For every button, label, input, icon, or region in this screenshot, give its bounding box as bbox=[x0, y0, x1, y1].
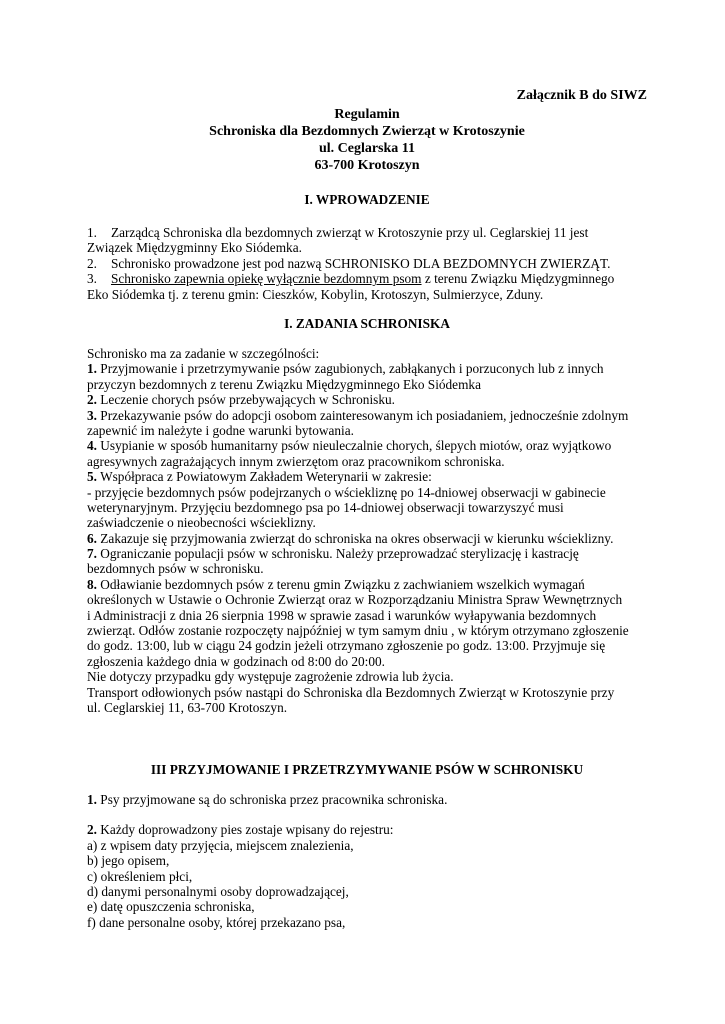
sub-list-item: c) określeniem płci, bbox=[87, 868, 193, 884]
list-item-continuation: weterynaryjnym. Przyjęciu bezdomnego psa po 14-dniowej obserwacji towarzyszyć musi bbox=[87, 499, 564, 515]
list-item: 4. Usypianie w sposób humanitarny psów nieuleczalnie chorych, ślepych miotów, oraz wyjątkowo bbox=[87, 438, 612, 454]
sub-list-item: e) datę opuszczenia schroniska, bbox=[87, 899, 255, 915]
list-item-continuation: zgłoszenia każdego dnia w godzinach od 8:00 do 20:00. bbox=[87, 653, 385, 669]
list-item: 2. Leczenie chorych psów przebywających w Schronisku. bbox=[87, 392, 395, 408]
title-line: Schroniska dla Bezdomnych Zwierząt w Krotoszynie bbox=[209, 124, 525, 139]
list-item-continuation: - przyjęcie bezdomnych psów podejrzanych o wściekliznę po 14-dniowej obserwacji w gabinecie bbox=[87, 484, 606, 500]
document-title bbox=[87, 106, 647, 174]
sub-list-item: a) z wpisem daty przyjęcia, miejscem znalezienia, bbox=[87, 837, 354, 853]
sub-list-item: d) danymi personalnymi osoby doprowadzającej, bbox=[87, 883, 349, 899]
section-intro: Schronisko ma za zadanie w szczególności: bbox=[87, 346, 320, 361]
section-introduction-body bbox=[87, 225, 647, 302]
list-item-continuation: przyczyn bezdomnych z terenu Związku Międzygminnego Eko Siódemka bbox=[87, 376, 481, 392]
list-item-continuation: zaświadczenie o nieobecności wścieklizny. bbox=[87, 515, 316, 531]
list-item-continuation: Nie dotyczy przypadku gdy występuje zagrożenie zdrowia lub życia. bbox=[87, 669, 454, 685]
list-item-continuation: i Administracji z dnia 26 sierpnia 1998 w sprawie zasad i warunków wyłapywania bezdomnych bbox=[87, 607, 597, 623]
list-item-continuation: zapewnić im należyte i godne warunki bytowania. bbox=[87, 422, 354, 438]
list-item-continuation: określonych w Ustawie o Ochronie Zwierząt oraz w Rozporządzaniu Ministra Spraw Wewnętrznych bbox=[87, 592, 623, 608]
title-line: ul. Ceglarska 11 bbox=[318, 141, 416, 156]
list-item: 8. Odławianie bezdomnych psów z terenu gmin Związku z zachwianiem wszelkich wymagań bbox=[87, 576, 585, 592]
list-item: 7. Ograniczanie populacji psów w schronisku. Należy przeprowadzać sterylizację i kastrację bbox=[87, 546, 579, 562]
list-item: 3. Schronisko zapewnia opiekę wyłącznie bezdomnym psom z terenu Związku Międzygminnego bbox=[87, 271, 615, 287]
list-item-continuation: Transport odłowionych psów nastąpi do Schroniska dla Bezdomnych Zwierząt w Krotoszynie przy bbox=[87, 684, 615, 700]
list-item: 5. Współpraca z Powiatowym Zakładem Weterynarii w zakresie: bbox=[87, 469, 432, 485]
list-item-continuation: zwierząt. Odłów zostanie rozpoczęty najpóźniej w tym samym dniu , w którym otrzymano zgłoszenie bbox=[87, 623, 629, 639]
list-item-continuation: ul. Ceglarskiej 11, 63-700 Krotoszyn. bbox=[87, 699, 288, 715]
title-line: 63-700 Krotoszyn bbox=[314, 158, 420, 173]
list-item-continuation: do godz. 13:00, lub w ciągu 24 godzin jeżeli otrzymano zgłoszenie po godz. 13:00. Przyjmuje się bbox=[87, 638, 606, 654]
sub-list-item: f) dane personalne osoby, której przekazano psa, bbox=[87, 914, 346, 930]
list-item-continuation: bezdomnych psów w schronisku. bbox=[87, 561, 264, 577]
underlined-text: Schronisko zapewnia opiekę wyłącznie bezdomnym psom bbox=[110, 271, 422, 287]
section-heading-introduction: I. WPROWADZENIE bbox=[304, 192, 430, 207]
section-tasks-body bbox=[87, 346, 647, 715]
list-item: 3. Przekazywanie psów do adopcji osobom zainteresowanym ich posiadaniem, jednocześnie zdolnym bbox=[87, 407, 629, 423]
list-item: 1. Zarządcą Schroniska dla bezdomnych zwierząt w Krotoszynie przy ul. Ceglarskiej 11 jest bbox=[87, 225, 589, 240]
list-item: 1. Psy przyjmowane są do schroniska przez pracownika schroniska. bbox=[87, 792, 448, 807]
section-admission-body bbox=[87, 792, 647, 930]
list-item: 2. Schronisko prowadzone jest pod nazwą SCHRONISKO DLA BEZDOMNYCH ZWIERZĄT. bbox=[87, 255, 611, 271]
list-item: 2. Każdy doprowadzony pies zostaje wpisany do rejestru: bbox=[87, 822, 394, 838]
title-line: Regulamin bbox=[334, 107, 400, 122]
list-item: 6. Zakazuje się przyjmowania zwierząt do schroniska na okres obserwacji w kierunku wścieklizny. bbox=[87, 530, 614, 546]
attachment-label: Załącznik B do SIWZ bbox=[516, 88, 647, 103]
section-heading-tasks: I. ZADANIA SCHRONISKA bbox=[284, 316, 450, 331]
section-heading-admission: III PRZYJMOWANIE I PRZETRZYMYWANIE PSÓW W SCHRONISKU bbox=[150, 762, 584, 777]
list-item-continuation: Eko Siódemka tj. z terenu gmin: Cieszków, Kobylin, Krotoszyn, Sulmierzyce, Zduny. bbox=[87, 286, 544, 302]
list-item: 1. Przyjmowanie i przetrzymywanie psów zagubionych, zabłąkanych i porzuconych lub z innych bbox=[87, 361, 604, 377]
sub-list-item: b) jego opisem, bbox=[87, 853, 170, 869]
list-item-continuation: Związek Międzygminny Eko Siódemka. bbox=[87, 240, 302, 256]
list-item-continuation: agresywnych zagrażających innym zwierzętom oraz pracownikom schroniska. bbox=[87, 453, 505, 469]
